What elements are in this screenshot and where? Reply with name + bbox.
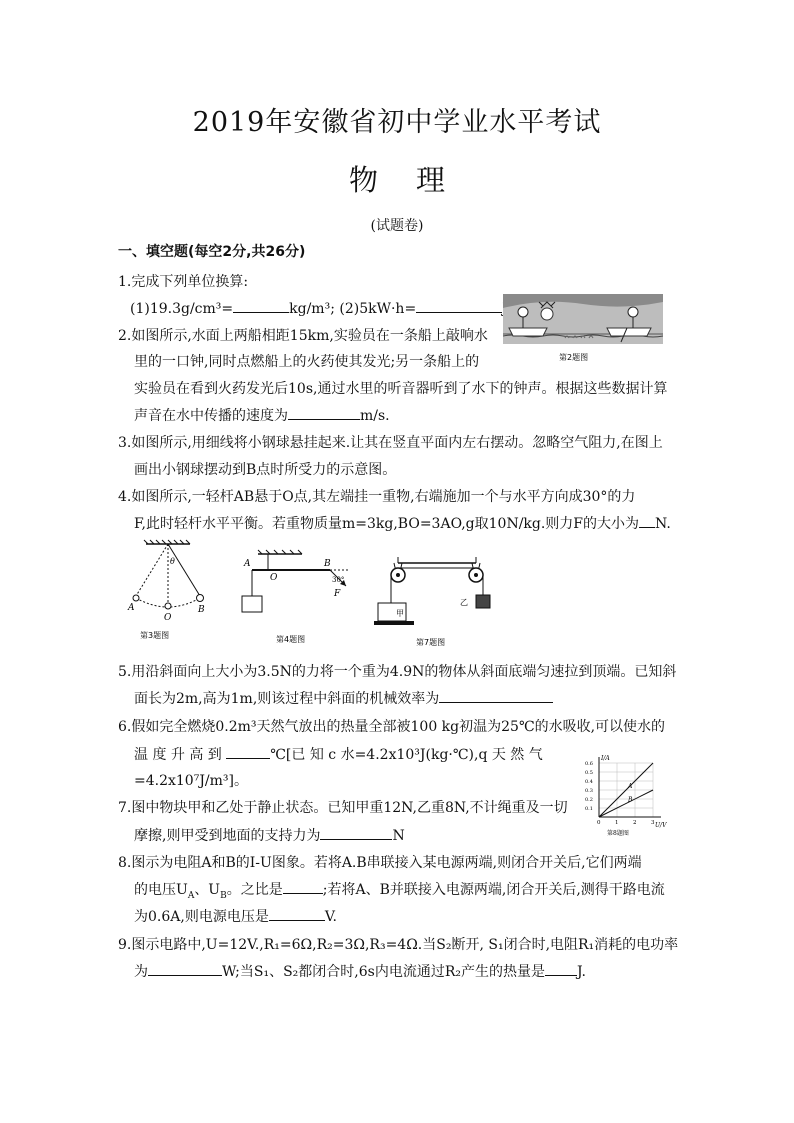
y-tick-label: 0.5 (585, 770, 593, 776)
q5-line2 (134, 688, 553, 708)
q1-blank-a[interactable] (233, 298, 289, 313)
x-axis-label: U/V (655, 822, 667, 829)
iu-chart (585, 755, 673, 837)
q6-line1: 6.假如完全燃烧0.2m³天然气放出的热量全部被100 kg初温为25℃的水吸收,可以使水的 (118, 719, 666, 735)
y-tick-label: 0.3 (585, 788, 593, 794)
paper-type: (试题卷) (370, 218, 424, 234)
x-tick-label: 1 (615, 820, 619, 826)
series-line (599, 790, 653, 817)
exam-title: 2019年安徽省初中学业水平考试 (192, 107, 602, 138)
q1-blank-b[interactable] (416, 298, 502, 313)
q8-line2a: 的电压U (134, 882, 188, 898)
q8-sub-a: A (187, 890, 195, 901)
y-tick-label: 0.1 (585, 806, 593, 812)
q8-figure (585, 755, 673, 837)
label-yi: 乙 (460, 598, 468, 607)
q2-line2: 里的一口钟,同时点燃船上的火药使其发光;另一条船上的 (134, 354, 480, 370)
q7-line1: 7.图中物块甲和乙处于静止状态。已知甲重12N,乙重8N,不计绳重及一切 (118, 800, 568, 816)
subject-title: 物理 (348, 163, 483, 197)
q5-blank[interactable] (439, 688, 553, 703)
q7-line2-text: 摩擦,则甲受到地面的支持力为 (134, 828, 321, 844)
q9-unit: J. (577, 964, 586, 980)
label-theta: θ (170, 557, 175, 566)
q9-line1: 9.图示电路中,U=12V.,R₁=6Ω,R₂=3Ω,R₃=4Ω.当S₂断开, S₁闭合时,电阻R₁消耗的电功率 (118, 937, 679, 953)
x-tick-label: 0 (597, 820, 601, 826)
q9-blank-power[interactable] (148, 961, 222, 976)
pulley-diagram (372, 553, 498, 650)
label-b: B (198, 605, 205, 615)
q9-line2a: 为 (134, 964, 148, 980)
q4-line2-text: F,此时轻杆水平平衡。若重物质量m=3kg,BO=3AO,g取10N/kg.则力F的大小为 (134, 516, 640, 532)
q2-unit: m/s. (360, 408, 390, 424)
q3-figure (118, 538, 218, 643)
q8-blank-voltage[interactable] (269, 906, 325, 921)
y-tick-label: 0.2 (585, 797, 593, 803)
q5-line1: 5.用沿斜面向上大小为3.5N的力将一个重为4.9N的物体从斜面底端匀速拉到顶端。已知斜 (118, 664, 677, 680)
section-heading: 一、填空题(每空2分,共26分) (118, 244, 306, 260)
q6-line2 (134, 744, 543, 764)
q6-line3: =4.2x10⁷J/m³]。 (134, 773, 248, 789)
q3-fig-caption: 第3题图 (140, 631, 170, 640)
y-axis-label: I/A (601, 755, 610, 762)
label-b: B (324, 559, 331, 569)
x-tick-label: 2 (633, 820, 637, 826)
q2-figure (503, 294, 663, 366)
q8-line2d: ;若将A、B并联接入电源两端,闭合开关后,测得干路电流 (322, 882, 665, 898)
q6-line2b: ℃[已 知 c 水=4.2x10³J(kg·℃),q 天 然 气 (270, 747, 543, 763)
q4-unit: N. (655, 516, 671, 532)
q8-line2c: 。之比是 (226, 882, 283, 898)
q6-blank[interactable] (226, 744, 270, 759)
x-tick-label: 3 (651, 820, 655, 826)
q2-line4 (134, 405, 390, 425)
pendulum-diagram (118, 538, 218, 643)
q2-line1: 2.如图所示,水面上两船相距15km,实验员在一条船上敲响水 (118, 328, 488, 344)
q1-stem: 1.完成下列单位换算: (118, 274, 249, 290)
q7-blank[interactable] (320, 825, 392, 840)
boats-diagram (503, 294, 663, 366)
q4-blank[interactable] (639, 513, 655, 528)
q1-unit-a: kg/m³; (289, 301, 335, 317)
series-label: A (628, 783, 633, 790)
label-a: A (128, 603, 135, 613)
q2-fig-caption: 第2题图 (559, 353, 589, 362)
q4-line2 (134, 513, 671, 533)
q3-line1: 3.如图所示,用细线将小钢球悬挂起来.让其在竖直平面内左右摆动。忽略空气阻力,在图上 (118, 435, 663, 451)
q1-part-a: (1)19.3g/cm³= (130, 301, 234, 317)
q1-parts (130, 298, 508, 317)
q4-fig-caption: 第4题图 (276, 635, 306, 644)
y-tick-label: 0.6 (585, 761, 593, 767)
q2-blank[interactable] (288, 405, 360, 420)
q2-line3: 实验员在看到火药发光后10s,通过水里的听音器听到了水下的钟声。根据这些数据计算 (134, 381, 668, 397)
label-o: O (164, 613, 172, 623)
q1-part-b: (2)5kW·h= (339, 301, 417, 317)
label-angle: 30° (332, 576, 345, 584)
label-f: F (334, 589, 341, 599)
q8-fig-caption: 第8题图 (607, 830, 629, 837)
label-a: A (244, 559, 251, 569)
label-jia: 甲 (396, 609, 404, 618)
q7-fig-caption: 第7题图 (416, 638, 446, 647)
y-tick-label: 0.4 (585, 779, 593, 785)
q8-line1: 8.图示为电阻A和B的I-U图象。若将A.B串联接入某电源两端,则闭合开关后,它们两端 (118, 855, 642, 871)
q5-line2-text: 面长为2m,高为1m,则该过程中斜面的机械效率为 (134, 691, 440, 707)
q2-line4-text: 声音在水中传播的速度为 (134, 408, 288, 424)
q6-line2a: 温 度 升 高 到 (134, 747, 222, 763)
q8-sub-b: B (220, 890, 227, 901)
q7-unit: N (392, 828, 405, 844)
q8-line3-text: 为0.6A,则电源电压是 (134, 909, 269, 925)
lever-diagram (232, 548, 352, 648)
q9-line2b: W;当S₁、S₂都闭合时,6s内电流通过R₂产生的热量是 (222, 964, 545, 980)
q8-unit: V. (324, 909, 337, 925)
q7-figure (372, 553, 498, 650)
q9-blank-heat[interactable] (545, 961, 577, 976)
q7-line2 (134, 825, 405, 845)
q9-line2 (134, 961, 586, 981)
q8-line3 (134, 906, 337, 926)
q4-line1: 4.如图所示,一轻杆AB悬于O点,其左端挂一重物,右端施加一个与水平方向成30°的力 (118, 489, 636, 505)
q8-line2b: 、U (194, 882, 221, 898)
series-label: B (628, 796, 633, 804)
q8-line2 (134, 879, 665, 901)
q3-line2: 画出小钢球摆动到B点时所受力的示意图。 (134, 462, 397, 478)
q4-figure (232, 548, 352, 648)
q8-blank-ratio[interactable] (283, 879, 323, 894)
label-o: O (270, 573, 278, 583)
